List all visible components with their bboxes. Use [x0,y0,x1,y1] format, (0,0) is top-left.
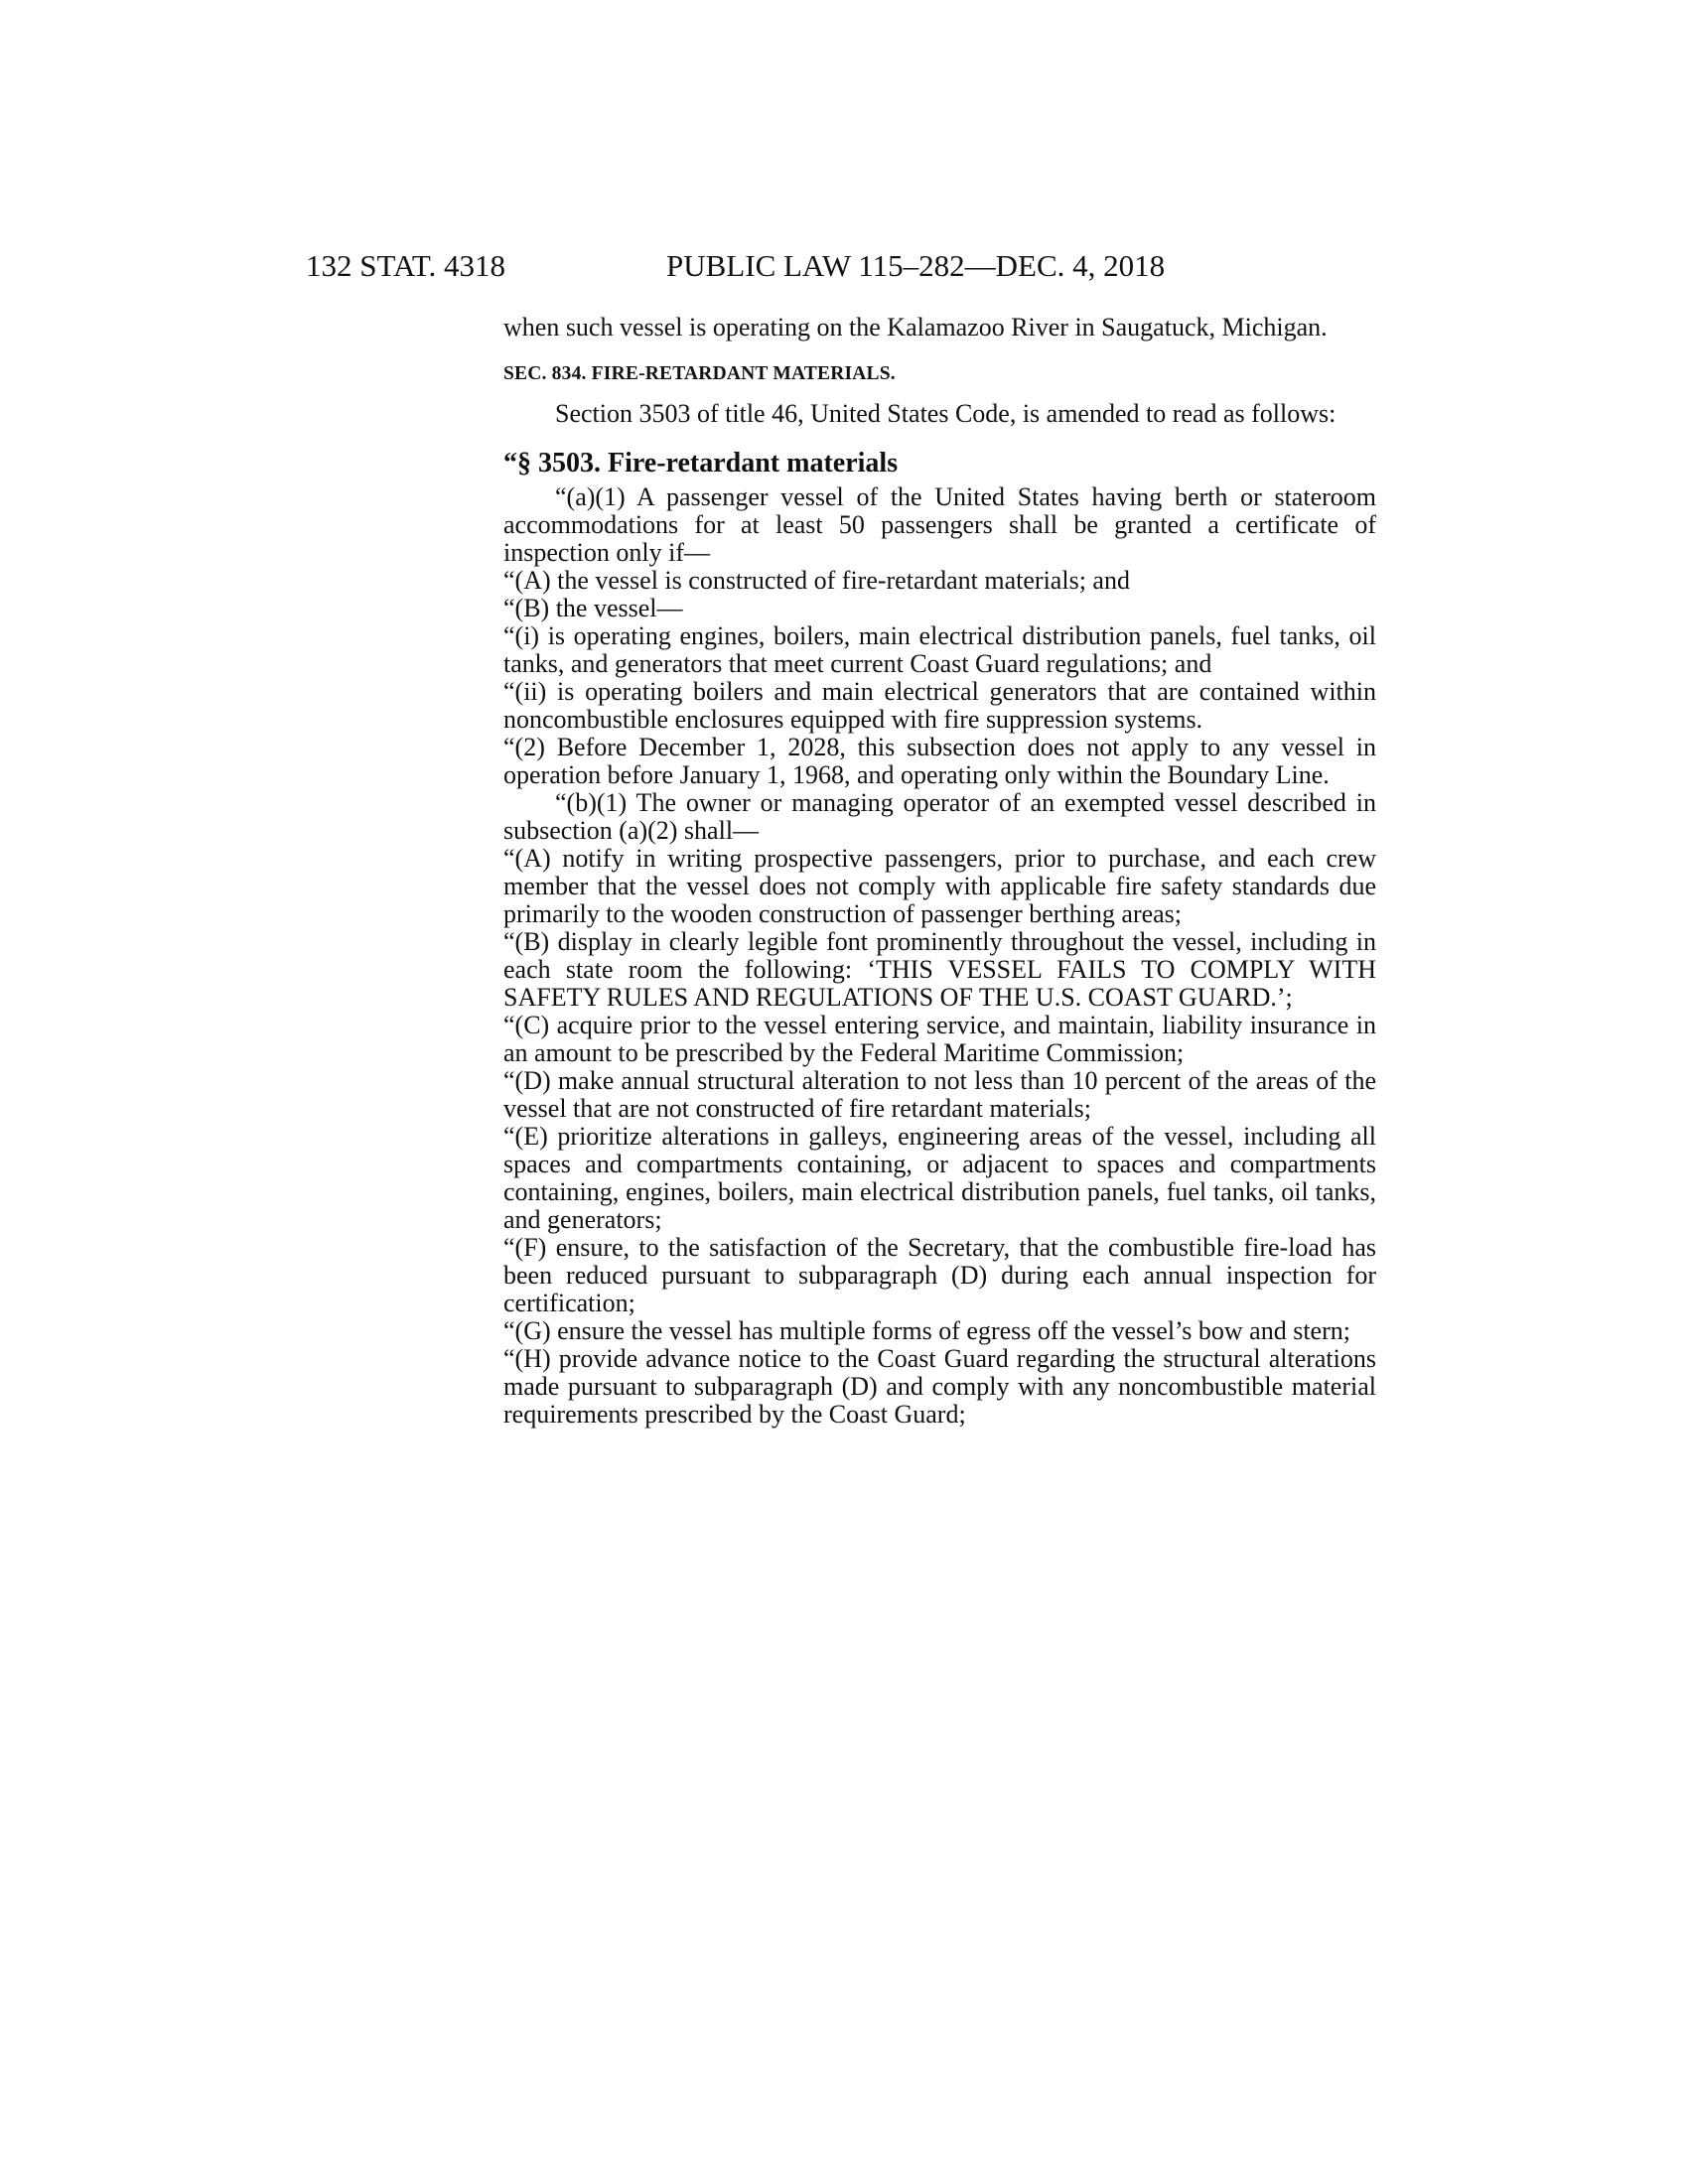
subparagraph-a1-B: “(B) the vessel— [503,594,683,622]
page-citation: 132 STAT. 4318 [306,248,506,283]
subparagraph-b1-E: “(E) prioritize alterations in galleys, engineering areas of the vessel, including all spaces and compartments containing, or adjacent to spaces and compartments containing, engines, boilers, main electrical distribution panels, fuel tanks, oil tanks, and generators; [503,1122,1376,1234]
section-heading: SEC. 834. FIRE-RETARDANT MATERIALS. [503,363,896,384]
public-law-citation: PUBLIC LAW 115–282—DEC. 4, 2018 [666,248,1166,283]
running-head [0,248,1688,288]
subparagraph-b1-B: “(B) display in clearly legible font prominently throughout the vessel, including in each state room the following: ‘THIS VESSEL FAILS TO COMPLY WITH SAFETY RULES AND REGULATIONS OF THE U.S. COAST GUARD.’; [503,927,1376,1012]
subparagraph-b1-C: “(C) acquire prior to the vessel entering service, and maintain, liability insurance in an amount to be prescribed by the Federal Maritime Commission; [503,1011,1376,1067]
subparagraph-b1-D: “(D) make annual structural alteration to not less than 10 percent of the areas of the vessel that are not constructed of fire retardant materials; [503,1066,1376,1123]
clause-a1-B-i: “(i) is operating engines, boilers, main electrical distribution panels, fuel tanks, oil tanks, and generators that meet current Coast Guard regulations; and [503,621,1376,678]
section-title: “§ 3503. Fire-retardant materials [503,448,899,478]
subsection-b-paragraph-1: “(b)(1) The owner or managing operator of an exempted vessel described in subsection (a)(2) shall— [503,788,1376,845]
subsection-a-paragraph-1: “(a)(1) A passenger vessel of the United States having berth or stateroom accommodations for at least 50 passengers shall be granted a certificate of inspection only if— [503,482,1376,567]
clause-a1-B-ii: “(ii) is operating boilers and main electrical generators that are contained within noncombustible enclosures equipped with fire suppression systems. [503,677,1376,734]
subparagraph-b1-G: “(G) ensure the vessel has multiple forms of egress off the vessel’s bow and stern; [503,1316,1350,1345]
statute-body [503,314,1376,1429]
subparagraph-b1-A: “(A) notify in writing prospective passengers, prior to purchase, and each crew member that the vessel does not comply with applicable fire safety standards due primarily to the wooden construction of passenger berthing areas; [503,844,1376,928]
amendment-intro: Section 3503 of title 46, United States Code, is amended to read as follows: [555,399,1336,428]
subparagraph-b1-F: “(F) ensure, to the satisfaction of the Secretary, that the combustible fire-load has been reduced pursuant to subparagraph (D) during each annual inspection for certification; [503,1233,1376,1317]
subparagraph-a1-A: “(A) the vessel is constructed of fire-retardant materials; and [503,566,1130,595]
continuation-text: when such vessel is operating on the Kalamazoo River in Saugatuck, Michigan. [503,313,1328,341]
subparagraph-b1-H: “(H) provide advance notice to the Coast Guard regarding the structural alterations made pursuant to subparagraph (D) and comply with any noncombustible material requirements prescribed by the Coast Guard; [503,1344,1376,1429]
paragraph-a2: “(2) Before December 1, 2028, this subsection does not apply to any vessel in operation before January 1, 1968, and operating only within the Boundary Line. [503,733,1376,789]
